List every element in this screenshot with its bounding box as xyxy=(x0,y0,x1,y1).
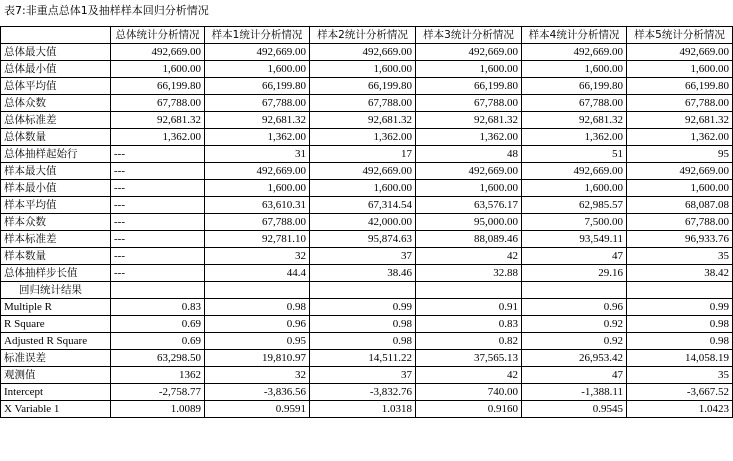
table-cell: 1.0089 xyxy=(111,401,205,418)
table-cell: 1362 xyxy=(111,367,205,384)
table-cell: 1,362.00 xyxy=(310,129,416,146)
table-row xyxy=(1,129,733,146)
table-cell: 92,681.32 xyxy=(627,112,733,129)
table-cell: 63,576.17 xyxy=(416,197,522,214)
table-cell: 66,199.80 xyxy=(310,78,416,95)
table-cell: --- xyxy=(111,146,205,163)
table-row xyxy=(1,265,733,282)
table-row xyxy=(1,282,733,299)
table-cell: 92,681.32 xyxy=(111,112,205,129)
table-cell: 92,681.32 xyxy=(522,112,627,129)
row-label: 总体最小值 xyxy=(1,61,111,78)
row-label: 样本众数 xyxy=(1,214,111,231)
table-cell: 740.00 xyxy=(416,384,522,401)
table-cell: 66,199.80 xyxy=(205,78,310,95)
table-cell: 492,669.00 xyxy=(522,44,627,61)
table-cell: 29.16 xyxy=(522,265,627,282)
table-cell xyxy=(627,282,733,299)
table-cell: 0.98 xyxy=(310,333,416,350)
table-cell: 0.96 xyxy=(205,316,310,333)
table-cell: 0.95 xyxy=(205,333,310,350)
table-cell: 0.98 xyxy=(310,316,416,333)
table-cell: 19,810.97 xyxy=(205,350,310,367)
table-cell: 492,669.00 xyxy=(627,44,733,61)
table-cell: --- xyxy=(111,214,205,231)
table-cell xyxy=(205,282,310,299)
row-label: 样本平均值 xyxy=(1,197,111,214)
table-cell: 92,681.32 xyxy=(310,112,416,129)
table-cell: 0.69 xyxy=(111,316,205,333)
table-cell: 67,788.00 xyxy=(416,95,522,112)
table-cell: 48 xyxy=(416,146,522,163)
table-cell: 1.0318 xyxy=(310,401,416,418)
table-cell: 67,788.00 xyxy=(627,214,733,231)
table-cell: 1,362.00 xyxy=(111,129,205,146)
table-cell: 42 xyxy=(416,248,522,265)
table-cell: 44.4 xyxy=(205,265,310,282)
table-row xyxy=(1,180,733,197)
table-cell: 1,600.00 xyxy=(310,180,416,197)
table-cell: --- xyxy=(111,231,205,248)
table-cell: 31 xyxy=(205,146,310,163)
row-label: 样本最小值 xyxy=(1,180,111,197)
table-row xyxy=(1,367,733,384)
table-cell: 93,549.11 xyxy=(522,231,627,248)
table-cell: --- xyxy=(111,248,205,265)
header-row xyxy=(1,27,733,44)
table-row xyxy=(1,95,733,112)
row-label: 总体最大值 xyxy=(1,44,111,61)
table-cell: 1,362.00 xyxy=(522,129,627,146)
table-row xyxy=(1,401,733,418)
table-cell: 96,933.76 xyxy=(627,231,733,248)
table-cell: 1,362.00 xyxy=(416,129,522,146)
table-cell: 1,600.00 xyxy=(416,61,522,78)
table-cell: 14,058.19 xyxy=(627,350,733,367)
table-cell: 92,681.32 xyxy=(416,112,522,129)
table-cell: 492,669.00 xyxy=(111,44,205,61)
table-cell: --- xyxy=(111,180,205,197)
table-cell: 32 xyxy=(205,367,310,384)
table-cell: 492,669.00 xyxy=(416,44,522,61)
row-label: 总体数量 xyxy=(1,129,111,146)
table-cell: 0.96 xyxy=(522,299,627,316)
table-row xyxy=(1,78,733,95)
table-cell: 7,500.00 xyxy=(522,214,627,231)
table-cell: 0.98 xyxy=(627,333,733,350)
row-label: Intercept xyxy=(1,384,111,401)
table-cell: 1,600.00 xyxy=(627,180,733,197)
table-cell: 0.92 xyxy=(522,316,627,333)
table-row xyxy=(1,316,733,333)
table-row xyxy=(1,299,733,316)
table-cell: --- xyxy=(111,265,205,282)
table-cell: 1,600.00 xyxy=(205,61,310,78)
table-cell: 66,199.80 xyxy=(522,78,627,95)
table-cell: 35 xyxy=(627,248,733,265)
row-label: Multiple R xyxy=(1,299,111,316)
table-cell: 63,298.50 xyxy=(111,350,205,367)
table-cell: 14,511.22 xyxy=(310,350,416,367)
table-cell: 66,199.80 xyxy=(416,78,522,95)
table-cell: 66,199.80 xyxy=(627,78,733,95)
row-label: 标准误差 xyxy=(1,350,111,367)
column-header: 样本3统计分析情况 xyxy=(416,27,522,44)
table-cell: 0.83 xyxy=(111,299,205,316)
table-cell: 67,788.00 xyxy=(522,95,627,112)
table-cell: 68,087.08 xyxy=(627,197,733,214)
table-row xyxy=(1,197,733,214)
table-cell: 0.98 xyxy=(627,316,733,333)
row-label: 观测值 xyxy=(1,367,111,384)
table-cell: 1.0423 xyxy=(627,401,733,418)
table-cell: 37 xyxy=(310,248,416,265)
table-cell: -3,836.56 xyxy=(205,384,310,401)
table-cell: 47 xyxy=(522,248,627,265)
table-cell: 492,669.00 xyxy=(310,163,416,180)
row-label: 总体抽样步长值 xyxy=(1,265,111,282)
regression-table xyxy=(0,26,733,418)
table-cell: 95,874.63 xyxy=(310,231,416,248)
row-label: 样本标准差 xyxy=(1,231,111,248)
table-cell xyxy=(310,282,416,299)
table-cell: 67,314.54 xyxy=(310,197,416,214)
table-cell: 1,600.00 xyxy=(416,180,522,197)
table-row xyxy=(1,231,733,248)
table-cell: -1,388.11 xyxy=(522,384,627,401)
table-cell: 492,669.00 xyxy=(205,163,310,180)
table-cell: 38.42 xyxy=(627,265,733,282)
table-cell: 67,788.00 xyxy=(310,95,416,112)
table-cell: 0.98 xyxy=(205,299,310,316)
table-cell: 0.9160 xyxy=(416,401,522,418)
table-cell: 492,669.00 xyxy=(310,44,416,61)
column-header: 样本5统计分析情况 xyxy=(627,27,733,44)
table-cell: 0.99 xyxy=(627,299,733,316)
table-cell: 0.82 xyxy=(416,333,522,350)
table-cell: 92,681.32 xyxy=(205,112,310,129)
table-cell xyxy=(111,282,205,299)
table-cell: -3,832.76 xyxy=(310,384,416,401)
column-header: 样本2统计分析情况 xyxy=(310,27,416,44)
row-label: 总体众数 xyxy=(1,95,111,112)
table-row xyxy=(1,146,733,163)
table-cell: 1,600.00 xyxy=(522,180,627,197)
table-cell: 0.91 xyxy=(416,299,522,316)
row-label: Adjusted R Square xyxy=(1,333,111,350)
table-cell: -3,667.52 xyxy=(627,384,733,401)
table-cell: 95,000.00 xyxy=(416,214,522,231)
table-cell xyxy=(522,282,627,299)
table-cell: 67,788.00 xyxy=(205,214,310,231)
table-cell: 17 xyxy=(310,146,416,163)
table-row xyxy=(1,112,733,129)
row-label: X Variable 1 xyxy=(1,401,111,418)
table-cell: 47 xyxy=(522,367,627,384)
table-cell: 0.9545 xyxy=(522,401,627,418)
column-header: 总体统计分析情况 xyxy=(111,27,205,44)
table-cell: 66,199.80 xyxy=(111,78,205,95)
column-header: 样本1统计分析情况 xyxy=(205,27,310,44)
table-cell: 92,781.10 xyxy=(205,231,310,248)
table-cell: 1,362.00 xyxy=(627,129,733,146)
table-cell: 1,600.00 xyxy=(627,61,733,78)
table-cell: --- xyxy=(111,197,205,214)
table-row xyxy=(1,44,733,61)
table-cell: 63,610.31 xyxy=(205,197,310,214)
table-cell: 0.83 xyxy=(416,316,522,333)
table-cell: 35 xyxy=(627,367,733,384)
table-cell: 1,600.00 xyxy=(111,61,205,78)
table-cell xyxy=(416,282,522,299)
table-cell: 51 xyxy=(522,146,627,163)
table-cell: 62,985.57 xyxy=(522,197,627,214)
table-cell: 1,362.00 xyxy=(205,129,310,146)
table-cell: 492,669.00 xyxy=(627,163,733,180)
table-cell: 38.46 xyxy=(310,265,416,282)
table-cell: 0.92 xyxy=(522,333,627,350)
table-cell: 67,788.00 xyxy=(627,95,733,112)
table-cell: 0.9591 xyxy=(205,401,310,418)
table-row xyxy=(1,163,733,180)
table-row xyxy=(1,248,733,265)
row-label: 样本数量 xyxy=(1,248,111,265)
table-cell: --- xyxy=(111,163,205,180)
row-label: 总体抽样起始行 xyxy=(1,146,111,163)
row-label: 回归统计结果 xyxy=(1,282,111,299)
table-cell: 492,669.00 xyxy=(522,163,627,180)
table-row xyxy=(1,333,733,350)
column-header: 样本4统计分析情况 xyxy=(522,27,627,44)
header-corner xyxy=(1,27,111,44)
table-cell: 32.88 xyxy=(416,265,522,282)
row-label: 总体标准差 xyxy=(1,112,111,129)
table-row xyxy=(1,61,733,78)
table-cell: 42 xyxy=(416,367,522,384)
table-row xyxy=(1,214,733,231)
table-cell: 26,953.42 xyxy=(522,350,627,367)
table-row xyxy=(1,384,733,401)
table-cell: 32 xyxy=(205,248,310,265)
table-cell: 37 xyxy=(310,367,416,384)
table-cell: 88,089.46 xyxy=(416,231,522,248)
row-label: 样本最大值 xyxy=(1,163,111,180)
table-cell: -2,758.77 xyxy=(111,384,205,401)
table-cell: 1,600.00 xyxy=(310,61,416,78)
table-cell: 42,000.00 xyxy=(310,214,416,231)
table-cell: 0.69 xyxy=(111,333,205,350)
table-row xyxy=(1,350,733,367)
row-label: 总体平均值 xyxy=(1,78,111,95)
table-cell: 1,600.00 xyxy=(205,180,310,197)
table-cell: 67,788.00 xyxy=(205,95,310,112)
table-cell: 67,788.00 xyxy=(111,95,205,112)
table-cell: 37,565.13 xyxy=(416,350,522,367)
table-cell: 95 xyxy=(627,146,733,163)
table-cell: 0.99 xyxy=(310,299,416,316)
table-cell: 1,600.00 xyxy=(522,61,627,78)
table-cell: 492,669.00 xyxy=(416,163,522,180)
table-caption: 表7:非重点总体1及抽样样本回归分析情况 xyxy=(4,4,209,17)
row-label: R Square xyxy=(1,316,111,333)
table-cell: 492,669.00 xyxy=(205,44,310,61)
